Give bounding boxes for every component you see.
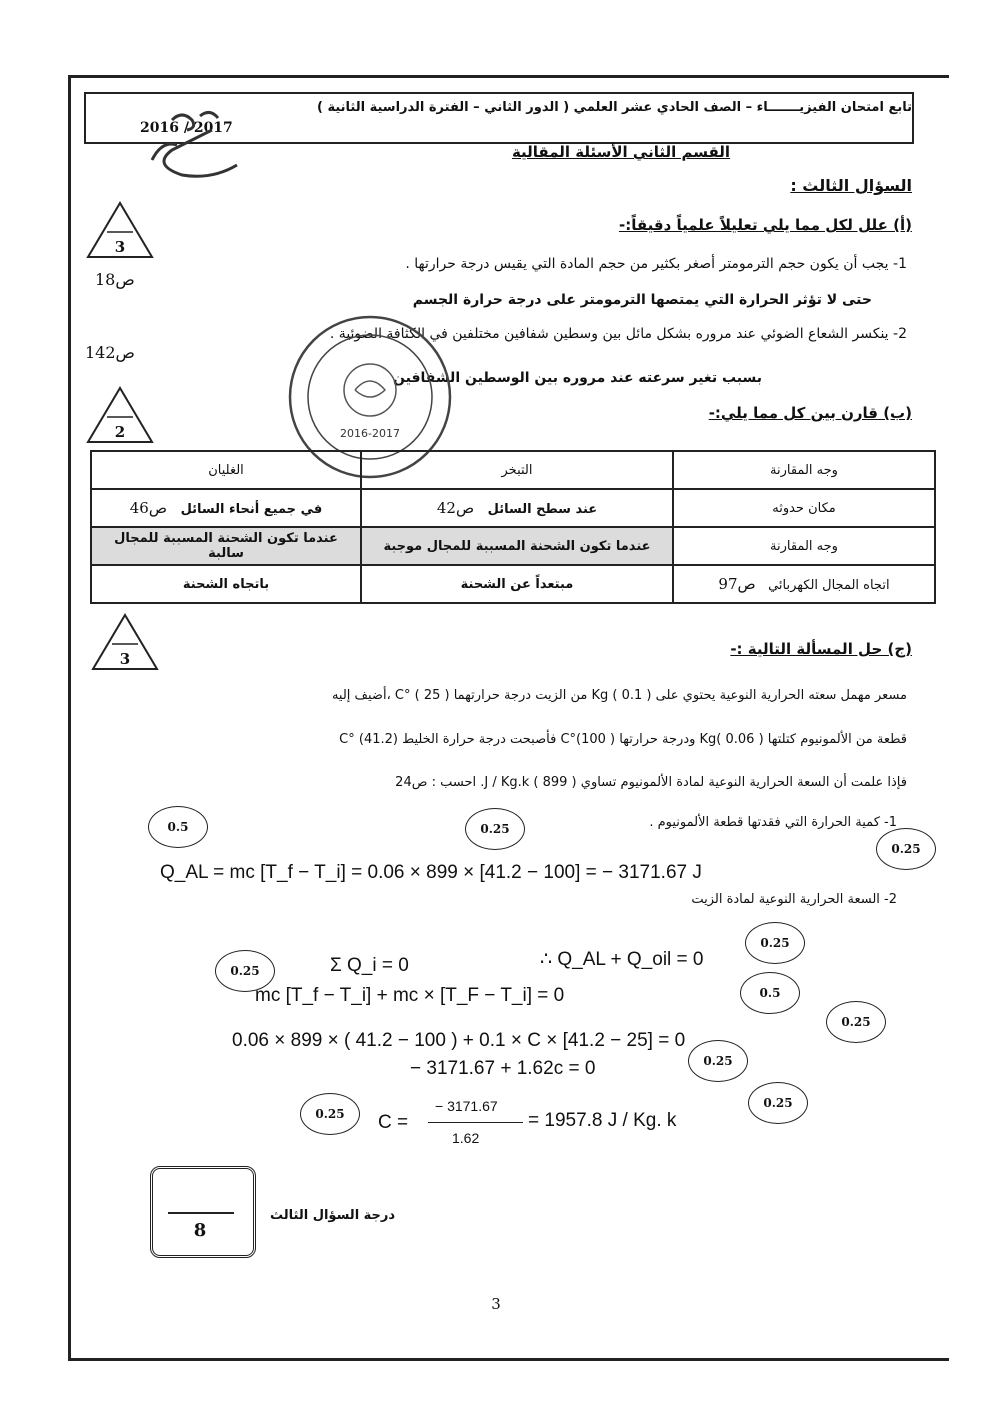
evaporation-location-text: عند سطح السائل	[487, 502, 598, 517]
mark-bubble-6: 0.5	[740, 972, 800, 1014]
table-header-evaporation: التبخر	[361, 451, 673, 489]
equation-2b: ∴ Q_AL + Q_oil = 0	[540, 949, 704, 970]
section-a-title: (أ) علل لكل مما يلي تعليلاً علمياً دقيقاً:-	[618, 216, 912, 234]
mark-bubble-9: 0.25	[300, 1093, 360, 1135]
problem-line-1: مسعر مهمل سعته الحرارية النوعية يحتوي على Kg ( 0.1 ) من الزيت درجة حرارتهما C° ( 25 ) ،أضيف إليه	[331, 688, 907, 703]
score-divider	[168, 1212, 234, 1214]
table-row	[91, 489, 935, 527]
equation-2a: Σ Q_i = 0	[330, 955, 409, 976]
table-header-boiling: الغليان	[91, 451, 361, 489]
equation-6-left: C =	[378, 1112, 409, 1133]
table-row	[91, 527, 935, 565]
equation-4: 0.06 × 899 × ( 41.2 − 100 ) + 0.1 × C × [41.2 − 25] = 0	[232, 1030, 686, 1051]
mark-bubble-8: 0.25	[688, 1040, 748, 1082]
problem-line-3: فإذا علمت أن السعة الحرارية النوعية لمادة الألمونيوم تساوي J / Kg.k ( 899 ). احسب : ص24	[395, 775, 907, 790]
mark-bubble-7: 0.25	[826, 1001, 886, 1043]
mark-bubble-1: 0.5	[148, 806, 208, 848]
table-row	[91, 565, 935, 603]
table-cell-field-direction-label	[673, 565, 935, 603]
table-cell-toward-charge: باتجاه الشحنة	[91, 565, 361, 603]
table-cell-boiling-location	[91, 489, 361, 527]
equation-6-denominator: 1.62	[452, 1130, 480, 1146]
field-direction-label: اتجاه المجال الكهربائي	[768, 578, 890, 593]
step-2-label: 2- السعة الحرارية النوعية لمادة الزيت	[691, 892, 897, 907]
table-row	[91, 451, 935, 489]
problem-line-2: قطعة من الألمونيوم كتلتها Kg( 0.06 ) ودرجة حرارتها C°(100 ) فأصبحت درجة حرارة الخليط C° (41.2)	[339, 732, 907, 747]
page-ref-2: ص142	[85, 343, 135, 362]
boiling-page-ref: ص46	[129, 499, 167, 517]
score-c-value: 3	[119, 650, 131, 668]
table-cell-evaporation-location	[361, 489, 673, 527]
table-cell-aspect-label-2: وجه المقارنة	[673, 527, 935, 565]
reason-item-2: 2- ينكسر الشعاع الضوئي عند مروره بشكل مائل بين وسطين شفافين مختلفين في الكثافة الضوئية .	[329, 326, 907, 342]
table-cell-positive-charge: عندما تكون الشحنة المسببة للمجال موجبة	[361, 527, 673, 565]
exam-header-title: تابع امتحان الفيزيـــــــاء – الصف الحادي عشر العلمي ( الدور الثاني – الفترة الدراسية الثانية )	[317, 100, 912, 115]
score-a-value: 3	[114, 238, 126, 256]
reason-answer-2: بسبب تغير سرعته عند مروره بين الوسطين الشفافين	[393, 370, 762, 386]
evaporation-page-ref: ص42	[436, 499, 475, 517]
field-direction-page-ref: ص97	[718, 575, 756, 593]
score-b-value: 2	[114, 423, 126, 441]
section-b-title: (ب) قارن بين كل مما يلي:-	[708, 404, 912, 422]
question-score-label: درجة السؤال الثالث	[270, 1208, 396, 1223]
question-score-value: 8	[193, 1220, 207, 1241]
mark-bubble-3: 0.25	[876, 828, 936, 870]
step-1-label: 1- كمية الحرارة التي فقدتها قطعة الألمونيوم .	[649, 815, 897, 830]
mark-bubble-5: 0.25	[745, 922, 805, 964]
exam-year: 2016 / 2017	[140, 120, 233, 136]
mark-bubble-4: 0.25	[215, 950, 275, 992]
section-c-title: (ج) حل المسألة التالية :-	[730, 640, 912, 658]
page-ref-1: ص18	[95, 270, 135, 289]
table-cell-away-from-charge: مبتعداً عن الشحنة	[361, 565, 673, 603]
equation-5: − 3171.67 + 1.62c = 0	[410, 1058, 596, 1079]
table-header-aspect: وجه المقارنة	[673, 451, 935, 489]
part-title: القسم الثاني الأسئلة المقالية	[511, 143, 731, 161]
comparison-table	[90, 450, 936, 604]
table-cell-negative-charge: عندما تكون الشحنة المسببة للمجال سالبة	[91, 527, 361, 565]
reason-item-1: 1- يجب أن يكون حجم الترمومتر أصغر بكثير من حجم المادة التي يقيس درجة حرارتها .	[405, 256, 907, 272]
boiling-location-text: في جميع أنحاء السائل	[180, 502, 323, 517]
svg-text:2016-2017: 2016-2017	[340, 427, 400, 440]
equation-3: mc [T_f − T_i] + mc × [T_F − T_i] = 0	[255, 985, 565, 1006]
fraction-bar	[428, 1122, 523, 1123]
question-title: السؤال الثالث :	[790, 176, 912, 195]
reason-answer-1: حتى لا تؤثر الحرارة التي يمتصها الترمومتر على درجة حرارة الجسم	[412, 292, 872, 308]
mark-bubble-10: 0.25	[748, 1082, 808, 1124]
equation-6-right: = 1957.8 J / Kg. k	[528, 1110, 677, 1131]
page-number: 3	[491, 1295, 501, 1313]
table-cell-location-label: مكان حدوثه	[673, 489, 935, 527]
equation-1: Q_AL = mc [T_f − T_i] = 0.06 × 899 × [41.2 − 100] = − 3171.67 J	[160, 862, 702, 883]
mark-bubble-2: 0.25	[465, 808, 525, 850]
equation-6-numerator: − 3171.67	[435, 1098, 498, 1114]
